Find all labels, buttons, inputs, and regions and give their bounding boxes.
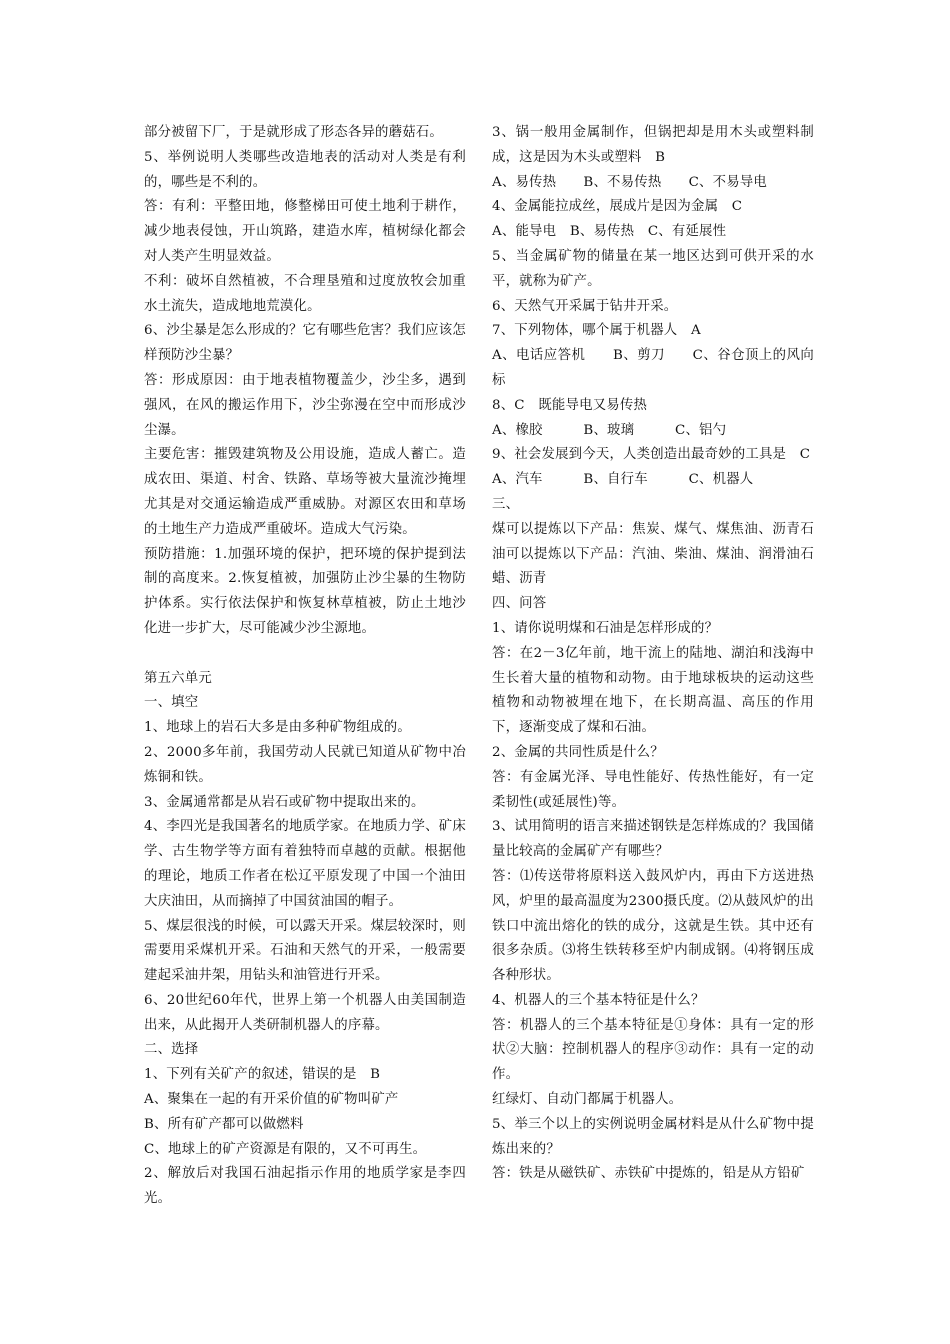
text-paragraph: 8、C 既能导电又易传热 [492, 397, 648, 413]
text-paragraph: 第五六单元 [144, 670, 212, 686]
text-paragraph: 一、填空 [144, 695, 199, 711]
text-paragraph: 答：有金属光泽、导电性能好、传热性能好，有一定柔韧性(或延展性)等。 [492, 769, 814, 810]
text-paragraph: 红绿灯、自动门都属于机器人。 [492, 1092, 683, 1108]
text-paragraph: 5、当金属矿物的储量在某一地区达到可供开采的水平，就称为矿产。 [492, 248, 814, 289]
text-paragraph: A、汽车 B、自行车 C、机器人 [492, 472, 754, 488]
text-paragraph: 1、请你说明煤和石油是怎样形成的？ [492, 620, 719, 636]
text-paragraph: 4、金属能拉成丝，展成片是因为金属 C [492, 199, 743, 215]
text-paragraph: 答：形成原因：由于地表植物覆盖少，沙尘多，遇到强风，在风的搬运作用下，沙尘弥漫在空中而形成沙尘瀑。 [144, 372, 466, 438]
text-paragraph: 答：机器人的三个基本特征是①身体：具有一定的形状②大脑：控制机器人的程序③动作：具有一定的动作。 [492, 1017, 814, 1083]
text-paragraph: 答：在2－3亿年前，地干流上的陆地、湖泊和浅海中生长着大量的植物和动物。由于地球板块的运动这些植物和动物被埋在地下，在长期高温、高压的作用下，逐渐变成了煤和石油。 [492, 645, 814, 736]
text-paragraph: B、所有矿产都可以做燃料 [144, 1116, 304, 1132]
text-paragraph [144, 642, 466, 667]
text-paragraph: 煤可以提炼以下产品：焦炭、煤气、煤焦油、沥青石油可以提炼以下产品：汽油、柴油、煤油、润滑油石蜡、沥青 [492, 521, 814, 587]
text-paragraph: 2、2000多年前，我国劳动人民就已知道从矿物中冶炼铜和铁。 [144, 744, 466, 785]
left-text-column [144, 121, 466, 1212]
text-paragraph: 5、举例说明人类哪些改造地表的活动对人类是有利的，哪些是不利的。 [144, 149, 466, 190]
text-paragraph: A、聚集在一起的有开采价值的矿物叫矿产 [144, 1092, 399, 1108]
text-paragraph: 1、下列有关矿产的叙述，错误的是 B [144, 1067, 381, 1083]
text-paragraph: A、易传热 B、不易传热 C、不易导电 [492, 174, 767, 190]
text-paragraph: A、电话应答机 B、剪刀 C、谷仓顶上的风向标 [492, 348, 814, 388]
text-paragraph: 9、社会发展到今天，人类创造出最奇妙的工具是 C [492, 447, 811, 463]
text-paragraph: 答：有利：平整田地，修整梯田可使土地利于耕作，减少地表侵蚀，开山筑路，建造水库，植树绿化都会对人类产生明显效益。 [144, 199, 466, 264]
text-paragraph: 5、煤层很浅的时候，可以露天开采。煤层较深时，则需要用采煤机开采。石油和天然气的开采，一般需要建起采油井架，用钻头和油管进行开采。 [144, 918, 466, 984]
text-paragraph: 主要危害：摧毁建筑物及公用设施，造成人蓄亡。造成农田、渠道、村舍、铁路、草场等被大量流沙掩埋尤其是对交通运输造成严重威胁。对源区农田和草场的土地生产力造成严重破坏。造成大气污染。 [144, 447, 466, 537]
text-paragraph: 5、举三个以上的实例说明金属材料是从什么矿物中提炼出来的？ [492, 1116, 814, 1157]
text-paragraph: 答：⑴传送带将原料送入鼓风炉内，再由下方送进热风，炉里的最高温度为2300摄氏度。⑵从鼓风炉的出铁口中流出熔化的铁的成分，这就是生铁。其中还有很多杂质。⑶将生铁转移至炉内制成钢。⑷将钢压成各种形状。 [492, 868, 814, 984]
right-text-column [492, 121, 814, 1187]
text-paragraph: 6、20世纪60年代，世界上第一个机器人由美国制造出来，从此揭开人类研制机器人的序幕。 [144, 992, 466, 1033]
text-paragraph: 3、锅一般用金属制作，但锅把却是用木头或塑料制成，这是因为木头或塑料 B [492, 125, 814, 165]
text-paragraph: 预防措施：1.加强环境的保护，把环境的保护提到法制的高度来。2.恢复植被，加强防止沙尘暴的生物防护体系。实行依法保护和恢复林草植被，防止土地沙化进一步扩大，尽可能减少沙尘源地。 [144, 546, 466, 636]
text-paragraph: 6、沙尘暴是怎么形成的？它有哪些危害？我们应该怎样预防沙尘暴？ [144, 323, 466, 364]
text-paragraph: A、能导电 B、易传热 C、有延展性 [492, 224, 727, 240]
text-paragraph: 6、天然气开采属于钻井开采。 [492, 298, 678, 314]
text-paragraph: 部分被留下厂，于是就形成了形态各异的蘑菇石。 [144, 125, 443, 140]
text-paragraph: 不利：破坏自然植被，不合理垦殖和过度放牧会加重水土流失，造成地地荒漠化。 [144, 273, 466, 314]
text-paragraph: 4、机器人的三个基本特征是什么？ [492, 992, 705, 1008]
text-paragraph: 2、金属的共同性质是什么？ [492, 744, 664, 760]
text-paragraph: 2、解放后对我国石油起指示作用的地质学家是李四光。 [144, 1166, 466, 1207]
text-paragraph: 3、金属通常都是从岩石或矿物中提取出来的。 [144, 794, 425, 810]
text-paragraph: C、地球上的矿产资源是有限的，又不可再生。 [144, 1141, 427, 1157]
text-paragraph: 4、李四光是我国著名的地质学家。在地质力学、矿床学、古生物学等方面有着独特而卓越的贡献。根据他的理论，地质工作者在松辽平原发现了中国一个油田大庆油田，从而摘掉了中国贫油国的帽子。 [144, 819, 466, 909]
text-paragraph: 7、下列物体，哪个属于机器人 A [492, 323, 701, 339]
text-paragraph: 三、 [492, 496, 520, 512]
text-paragraph: 四、问答 [492, 596, 547, 612]
text-paragraph: 二、选择 [144, 1042, 199, 1058]
text-paragraph: 3、试用简明的语言来描述钢铁是怎样炼成的？我国储量比较高的金属矿产有哪些？ [492, 819, 814, 860]
text-paragraph: 答：铁是从磁铁矿、赤铁矿中提炼的，铅是从方铅矿 [492, 1166, 805, 1182]
text-paragraph: 1、地球上的岩石大多是由多种矿物组成的。 [144, 720, 411, 736]
text-paragraph: A、橡胶 B、玻璃 C、铝勺 [492, 422, 727, 438]
